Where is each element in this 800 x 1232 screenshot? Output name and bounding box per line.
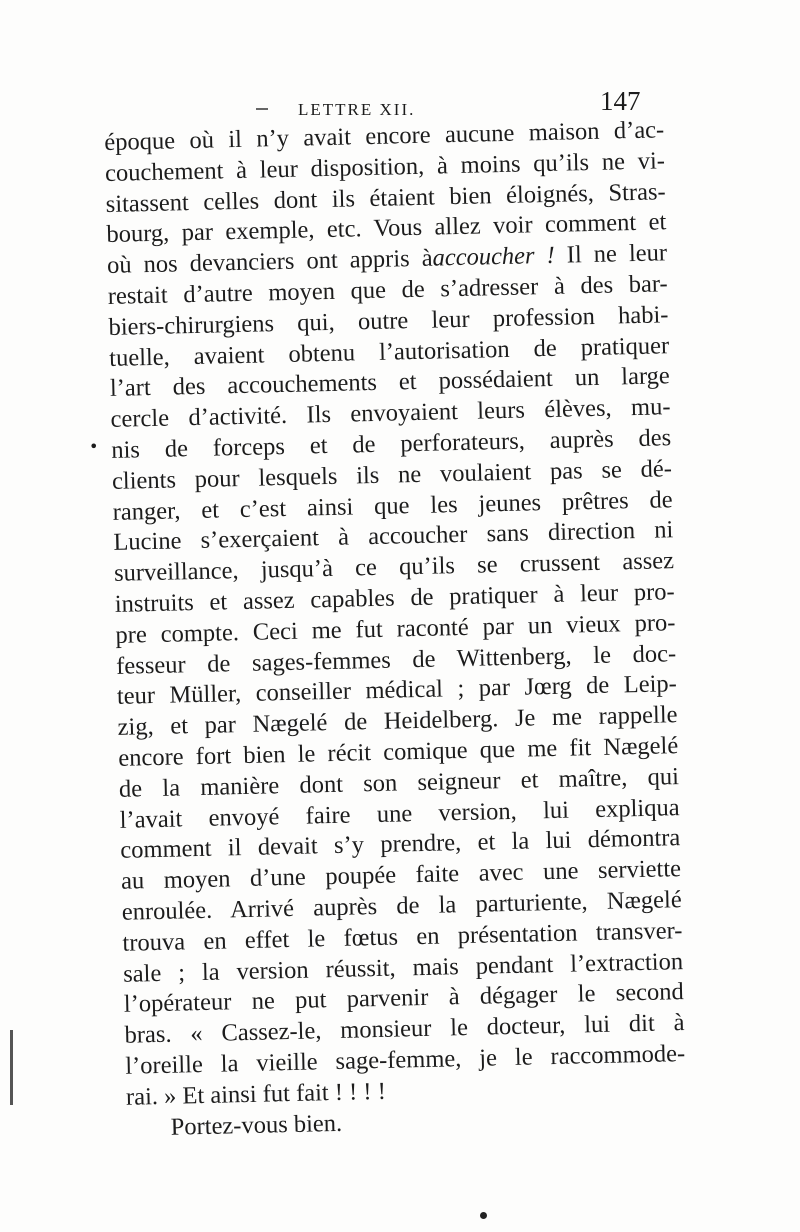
text-line: comment il devait s’y prendre, et la lui démontra [120,824,681,865]
text-line: pre compte. Ceci me fut raconté par un vieux pro- [115,608,676,649]
running-title: LETTRE XII. [298,100,416,119]
page-number: 147 [600,86,641,116]
text-line: rai. » Et ainsi fut fait ! ! ! ! [125,1077,387,1111]
text-line-end: Il ne leur [554,239,668,269]
text-line-start: où nos devanciers ont appris à [106,244,433,280]
text-line: couchement à leur disposition, à moins qu’ils ne vi- [104,147,666,187]
text-line: sale ; la version réussit, mais pendant l’extraction [122,947,684,988]
text-line: l’opérateur ne put parvenir à dégager le second [123,978,685,1019]
text-line: de la manière dont son seigneur et maître, qui [118,762,680,803]
text-line: au moyen d’une poupée faite avec une serviette [120,855,682,895]
text-line: l’oreille la vieille sage-femme, je le raccommode- [124,1039,686,1080]
bottom-dot [480,1212,487,1219]
text-line: bras. « Cassez-le, monsieur le docteur, lui dit à [124,1009,685,1049]
text-line: sitassent celles dont ils étaient bien éloignés, Stras- [105,177,666,218]
text-line: teur Müller, conseiller médical ; par Jœrg de Leip- [116,670,678,711]
text-line: ranger, et c’est ainsi que les jeunes prêtres de [112,485,673,526]
body-text [104,115,687,1144]
italic-word: accoucher ! [432,241,556,272]
text-line: restait d’autre moyen que de s’adresser à des bar- [107,270,668,310]
text-line: fesseur de sages-femmes de Wittenberg, le doc- [115,639,677,680]
text-line: l’avait envoyé faire une version, lui expliqua [119,793,680,834]
text-line: époque où il n’y avait encore aucune maison d’ac- [104,116,665,156]
text-line: bourg, par exemple, etc. Vous allez voir comment et [106,208,667,249]
text-line: clients pour lesquels ils ne voulaient pas se dé- [111,454,673,495]
text-line: biers-chirurgiens qui, outre leur profession habi- [108,301,669,341]
text-line: Lucine s’exerçaient à accoucher sans direction ni [113,516,674,557]
text-line: trouva en effet le fœtus en présentation transver- [122,916,683,957]
text-line: zig, et par Nægelé de Heidelberg. Je me rappelle [117,701,678,741]
page-edge-shadow [10,1030,13,1105]
text-line: l’art des accouchements et possédaient un large [109,362,671,403]
text-line: enroulée. Arrivé auprès de la parturiente, Nægelé [121,886,682,926]
text-line: cercle d’activité. Ils envoyaient leurs élèves, mu- [110,393,671,434]
text-line: encore fort bien le récit comique que me fit Nægelé [117,732,679,772]
text-line: instruits et assez capables de pratiquer à leur pro- [114,578,675,618]
closing-line: Portez-vous bien. [170,1109,343,1141]
text-line: nis de forceps et de perforateurs, auprès des [111,424,672,464]
header-dash [256,108,268,110]
text-line: surveillance, jusqu’à ce qu’ils se crussent assez [113,547,675,588]
margin-mark: • [89,437,99,456]
text-line: tuelle, avaient obtenu l’autorisation de pratiquer [108,331,670,372]
